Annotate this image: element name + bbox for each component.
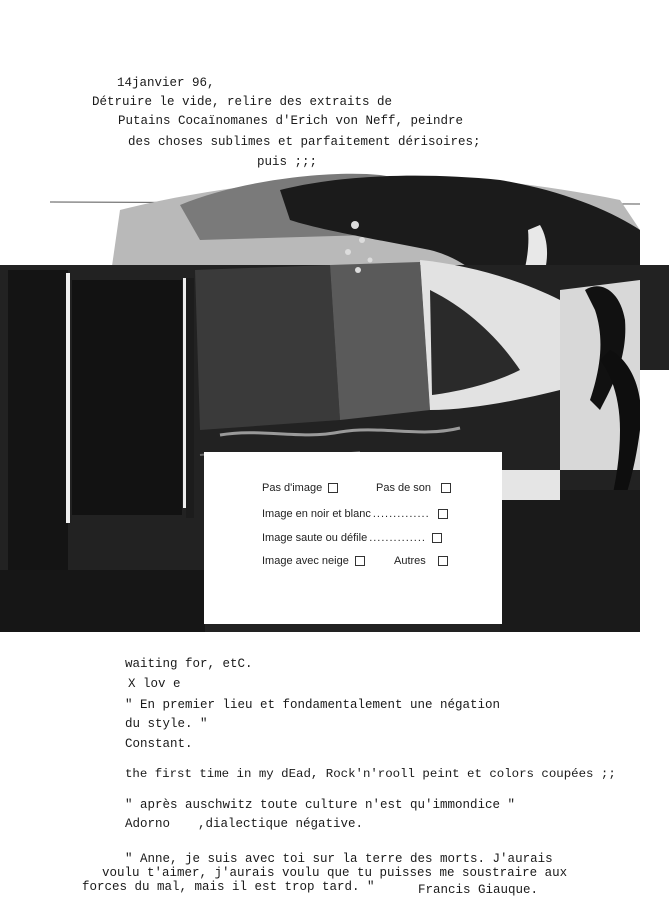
footer-quote1-b: du style. " <box>125 717 208 731</box>
row-black-white <box>262 508 448 520</box>
row-others <box>394 555 448 567</box>
footer-first-time: the first time in my dEad, Rock'n'rooll peint et colors coupées ;; <box>125 767 616 781</box>
checkbox-black-white[interactable] <box>438 509 448 519</box>
label-snow: Image avec neige <box>262 555 349 567</box>
label-black-white: Image en noir et blanc <box>262 508 371 520</box>
row-no-image <box>262 482 338 494</box>
footer-constant: Constant. <box>125 737 193 751</box>
checkbox-jump[interactable] <box>432 533 442 543</box>
footer-quote3-c: forces du mal, mais il est trop tard. " <box>82 880 375 894</box>
label-jump: Image saute ou défile <box>262 532 368 544</box>
footer-waiting: waiting for, etC. <box>125 657 253 671</box>
header-line-2: Détruire le vide, relire des extraits de <box>92 95 393 109</box>
label-no-sound: Pas de son <box>376 482 432 494</box>
label-no-image: Pas d'image <box>262 482 323 494</box>
header-line-5: puis ;;; <box>257 155 318 169</box>
checkbox-no-sound[interactable] <box>441 483 451 493</box>
signal-report-card <box>204 452 502 624</box>
footer-quote3-a: " Anne, je suis avec toi sur la terre des morts. J'aurais <box>125 852 553 866</box>
checkbox-snow[interactable] <box>355 556 365 566</box>
footer-xlove: X lov e <box>128 677 181 691</box>
dots-black-white: .............. <box>372 508 430 520</box>
row-no-sound <box>376 482 451 494</box>
dots-jump: .............. <box>369 532 426 544</box>
footer-adorno-name: Adorno <box>125 817 171 831</box>
checkbox-no-image[interactable] <box>328 483 338 493</box>
header-line-4: des choses sublimes et parfaitement dérisoires; <box>128 135 481 149</box>
header-line-3: Putains Cocaïnomanes d'Erich von Neff, peindre <box>118 114 464 128</box>
header-date: 14janvier 96, <box>117 76 215 90</box>
checkbox-others[interactable] <box>438 556 448 566</box>
row-snow <box>262 555 365 567</box>
footer-quote3-b: voulu t'aimer, j'aurais voulu que tu puisses me soustraire aux <box>102 866 568 880</box>
label-others: Autres <box>394 555 426 567</box>
footer-signature: Francis Giauque. <box>418 883 539 897</box>
footer-adorno-work: ,dialectique négative. <box>198 817 364 831</box>
row-jump <box>262 532 442 544</box>
footer-quote2: " après auschwitz toute culture n'est qu'immondice " <box>125 798 516 812</box>
footer-quote1-a: " En premier lieu et fondamentalement une négation <box>125 698 501 712</box>
